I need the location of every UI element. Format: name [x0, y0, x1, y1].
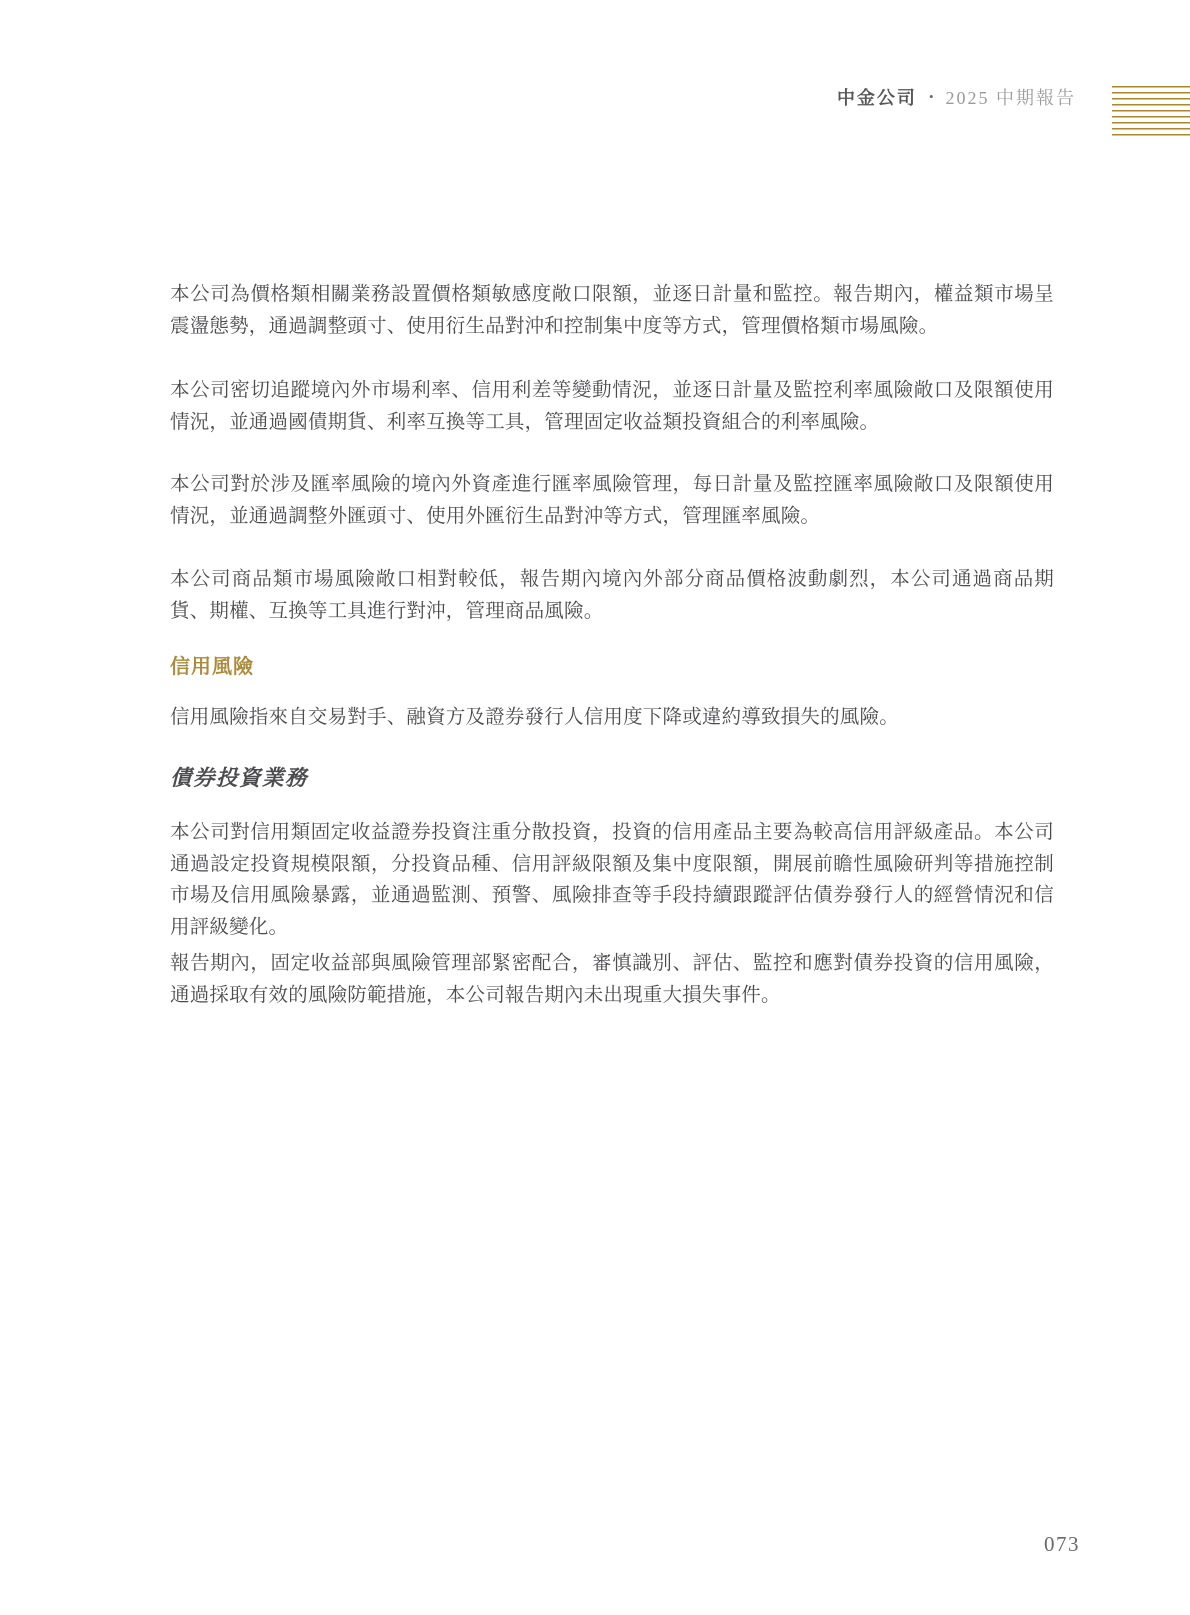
paragraph-bond-investment-1: 本公司對信用類固定收益證券投資注重分散投資，投資的信用產品主要為較高信用評級產品。本公司通過設定投資規模限額，分投資品種、信用評級限額及集中度限額，開展前瞻性風險研判等措施控制市場及信用風險暴露，並通過監測、預警、風險排查等手段持續跟蹤評估債券發行人的經營情況和信用評級變化。: [170, 821, 1054, 938]
credit-risk-heading-wrap: [170, 654, 1054, 680]
paragraph-commodity-risk: 本公司商品類市場風險敞口相對較低，報告期內境內外部分商品價格波動劇烈，本公司通過商品期貨、期權、互換等工具進行對沖，管理商品風險。: [170, 568, 1054, 622]
paragraph-fx-risk: 本公司對於涉及匯率風險的境內外資產進行匯率風險管理，每日計量及監控匯率風險敞口及限額使用情況，並通過調整外匯頭寸、使用外匯衍生品對沖等方式，管理匯率風險。: [170, 473, 1054, 527]
page-header: [837, 84, 1076, 110]
paragraph-fx-risk-wrap: [170, 469, 1054, 532]
paragraph-price-risk: 本公司為價格類相關業務設置價格類敏感度敞口限額，並逐日計量和監控。報告期內，權益類市場呈震盪態勢，通過調整頭寸、使用衍生品對沖和控制集中度等方式，管理價格類市場風險。: [170, 283, 1054, 337]
paragraph-bond-investment-1-wrap: [170, 817, 1054, 943]
paragraph-interest-rate-risk-wrap: [170, 375, 1054, 438]
bond-investment-heading-wrap: [170, 764, 1054, 792]
paragraph-commodity-risk-wrap: [170, 564, 1054, 627]
paragraph-price-risk-wrap: [170, 279, 1054, 342]
credit-risk-heading: 信用風險: [170, 656, 254, 678]
gold-stripes-icon: [1112, 86, 1190, 136]
report-title: 2025 中期報告: [945, 88, 1076, 108]
paragraph-interest-rate-risk: 本公司密切追蹤境內外市場利率、信用利差等變動情況，並逐日計量及監控利率風險敞口及限額使用情況，並通過國債期貨、利率互換等工具，管理固定收益類投資組合的利率風險。: [170, 379, 1054, 433]
paragraph-credit-risk-intro-wrap: [170, 702, 1054, 734]
paragraph-bond-investment-2-wrap: [170, 948, 1054, 1011]
page-number: 073: [1044, 1532, 1080, 1556]
paragraph-bond-investment-2: 報告期內，固定收益部與風險管理部緊密配合，審慎識別、評估、監控和應對債券投資的信用風險，通過採取有效的風險防範措施，本公司報告期內未出現重大損失事件。: [170, 952, 1054, 1006]
company-name: 中金公司: [836, 88, 917, 108]
bond-investment-heading: 債券投資業務: [170, 766, 309, 790]
paragraph-credit-risk-intro: 信用風險指來自交易對手、融資方及證券發行人信用度下降或違約導致損失的風險。: [170, 706, 899, 728]
header-separator-dot: •: [928, 89, 934, 104]
